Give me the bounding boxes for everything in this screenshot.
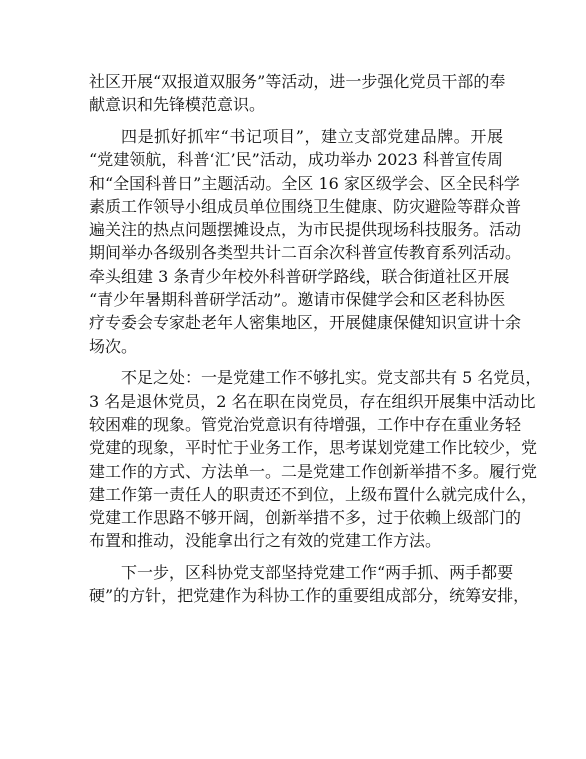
text-line: 布置和推动，没能拿出行之有效的党建工作方法。 (89, 531, 442, 551)
text-line: 下一步，区科协党支部坚持党建工作“两手抓、两手都要 (121, 563, 514, 583)
text-line: 党建的现象，平时忙于业务工作，思考谋划党建工作比较少，党 (89, 438, 538, 458)
text-line: 和“全国科普日”主题活动。全区 16 家区级学会、区全民科学 (89, 173, 520, 193)
text-line: 遍关注的热点问题摆摊设点，为市民提供现场科技服务。活动 (89, 220, 522, 240)
paragraph-community-activities (89, 70, 506, 117)
text-line: 四是抓好抓牢“书记项目”，建立支部党建品牌。开展 (121, 126, 503, 146)
paragraph-shortcomings (89, 366, 542, 552)
text-line: 场次。 (89, 336, 138, 356)
text-line: 献意识和先锋模范意识。 (89, 95, 266, 115)
paragraph-secretary-project (89, 125, 522, 358)
text-line: 疗专委会专家赴老年人密集地区，开展健康保健知识宣讲十余 (89, 313, 522, 333)
text-line: 3 名是退休党员，2 名在职在岗党员，存在组织开展集中活动比 (89, 391, 536, 411)
text-line: 期间举办各级别各类型共计二百余次科普宣传教育系列活动。 (89, 243, 522, 263)
text-line: 建工作第一责任人的职责还不到位，上级布置什么就完成什么， (89, 484, 538, 504)
text-line: “青少年暑期科普研学活动”。邀请市保健学会和区老科协医 (89, 290, 506, 310)
text-line: 牵头组建 3 条青少年校外科普研学路线，联合街道社区开展 (89, 266, 510, 286)
text-line: 不足之处：一是党建工作不够扎实。党支部共有 5 名党员， (121, 368, 542, 388)
text-line: “党建领航，科普‘汇’民”活动，成功举办 2023 科普宣传周 (89, 150, 503, 170)
document-body (89, 70, 542, 616)
text-line: 社区开展“双报道双服务”等活动，进一步强化党员干部的奉 (89, 72, 506, 91)
text-line: 硬”的方针，把党建作为科协工作的重要组成部分，统筹安排， (89, 586, 530, 606)
text-line: 建工作的方式、方法单一。二是党建工作创新举措不多。履行党 (89, 461, 538, 481)
paragraph-next-steps (89, 561, 530, 608)
text-line: 较困难的现象。管党治党意识有待增强，工作中存在重业务轻 (89, 414, 522, 434)
text-line: 素质工作领导小组成员单位围绕卫生健康、防灾避险等群众普 (89, 196, 522, 216)
text-line: 党建工作思路不够开阔，创新举措不多，过于依赖上级部门的 (89, 508, 522, 528)
